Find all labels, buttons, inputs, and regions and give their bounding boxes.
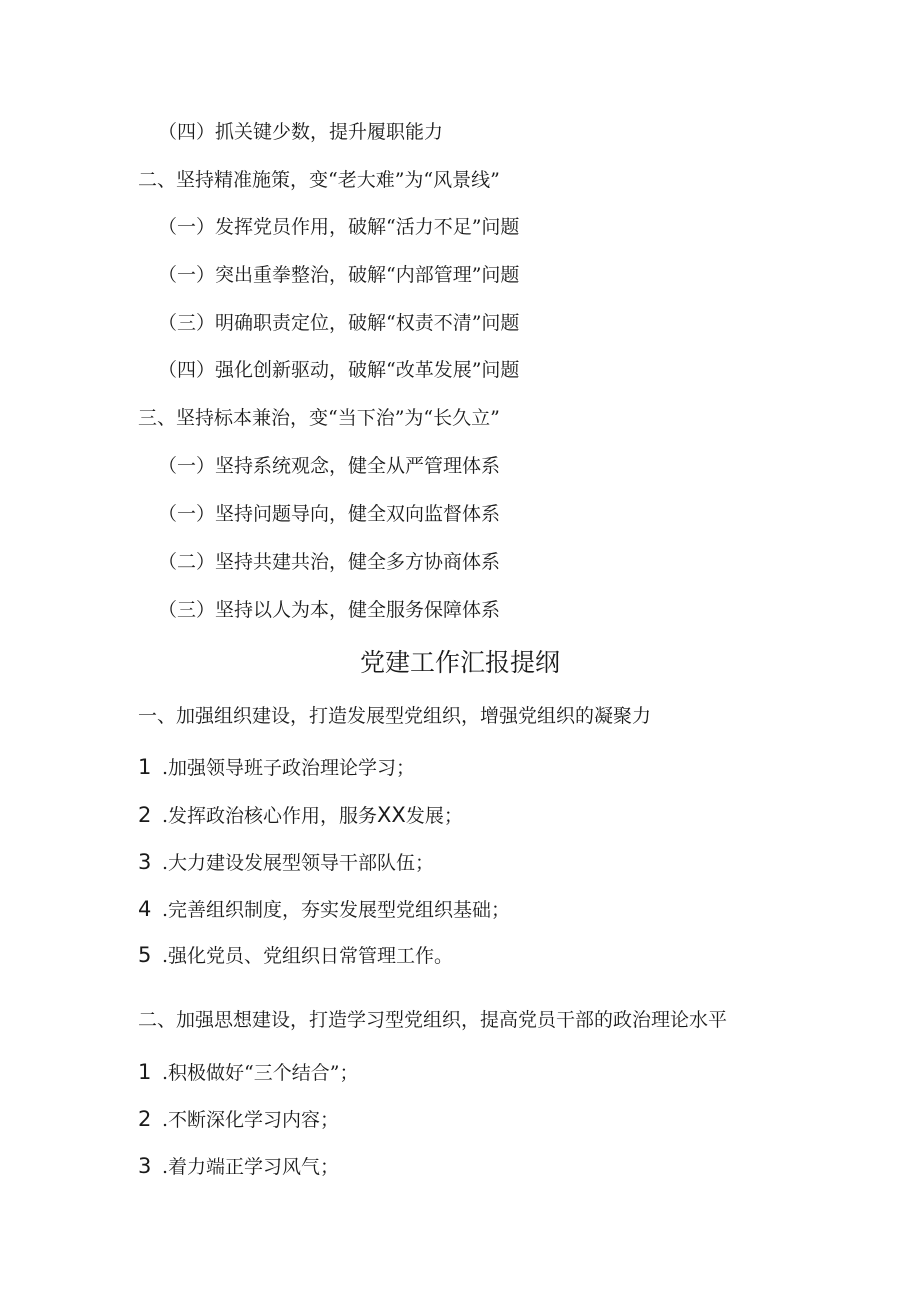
report-list2-item-2: [138, 1107, 339, 1132]
outline-heading-2: 二、坚持精准施策，变“老大难”为“风景线”: [138, 169, 500, 191]
list-text: .着力端正学习风气；: [162, 1156, 340, 1178]
list-number: 2: [138, 803, 152, 827]
list-text: .大力建设发展型领导干部队伍；: [162, 852, 435, 874]
report-heading-1: 一、加强组织建设，打造发展型党组织，增强党组织的凝聚力: [138, 705, 652, 727]
outline-item-2-1: （一）发挥党员作用，破解“活力不足”问题: [158, 216, 520, 238]
outline-item-3-4: （三）坚持以人为本，健全服务保障体系: [158, 599, 501, 621]
list-number: 5: [138, 943, 152, 967]
report-title: 党建工作汇报提纲: [359, 648, 560, 677]
outline-item-2-3: （三）明确职责定位，破解“权责不清”问题: [158, 312, 520, 334]
report-list1-item-4: [138, 897, 510, 922]
list-text: .发挥政治核心作用，服务: [162, 805, 378, 827]
list-number: 3: [138, 1154, 152, 1178]
outline-item-2-4: （四）强化创新驱动，破解“改革发展”问题: [158, 359, 520, 381]
placeholder-xx: XX: [377, 803, 406, 827]
list-text: .完善组织制度，夯实发展型党组织基础；: [162, 899, 511, 921]
list-number: 4: [138, 897, 152, 921]
report-list1-item-2: [138, 803, 463, 828]
report-list1-item-1: [138, 755, 415, 780]
outline-item-1-4: （四）抓关键少数，提升履职能力: [158, 121, 444, 143]
report-list2-item-1: [138, 1060, 358, 1085]
outline-item-3-1: （一）坚持系统观念，健全从严管理体系: [158, 455, 501, 477]
list-text: 发展；: [405, 805, 463, 827]
list-number: 2: [138, 1107, 152, 1131]
report-list1-item-3: [138, 850, 434, 875]
list-number: 1: [138, 755, 152, 779]
outline-item-2-2: （一）突出重拳整治，破解“内部管理”问题: [158, 264, 520, 286]
report-heading-2: 二、加强思想建设，打造学习型党组织，提高党员干部的政治理论水平: [138, 1009, 728, 1031]
outline-item-3-2: （一）坚持问题导向，健全双向监督体系: [158, 503, 501, 525]
list-number: 1: [138, 1060, 152, 1084]
list-text: .加强领导班子政治理论学习；: [162, 757, 416, 779]
list-number: 3: [138, 850, 152, 874]
report-list1-item-5: [138, 943, 453, 968]
outline-item-3-3: （二）坚持共建共治，健全多方协商体系: [158, 551, 501, 573]
list-text: .强化党员、党组织日常管理工作。: [162, 945, 454, 967]
outline-heading-3: 三、坚持标本兼治，变“当下治”为“长久立”: [138, 407, 500, 429]
list-text: .积极做好“三个结合”；: [162, 1062, 359, 1084]
list-text: .不断深化学习内容；: [162, 1109, 340, 1131]
report-list2-item-3: [138, 1154, 339, 1179]
